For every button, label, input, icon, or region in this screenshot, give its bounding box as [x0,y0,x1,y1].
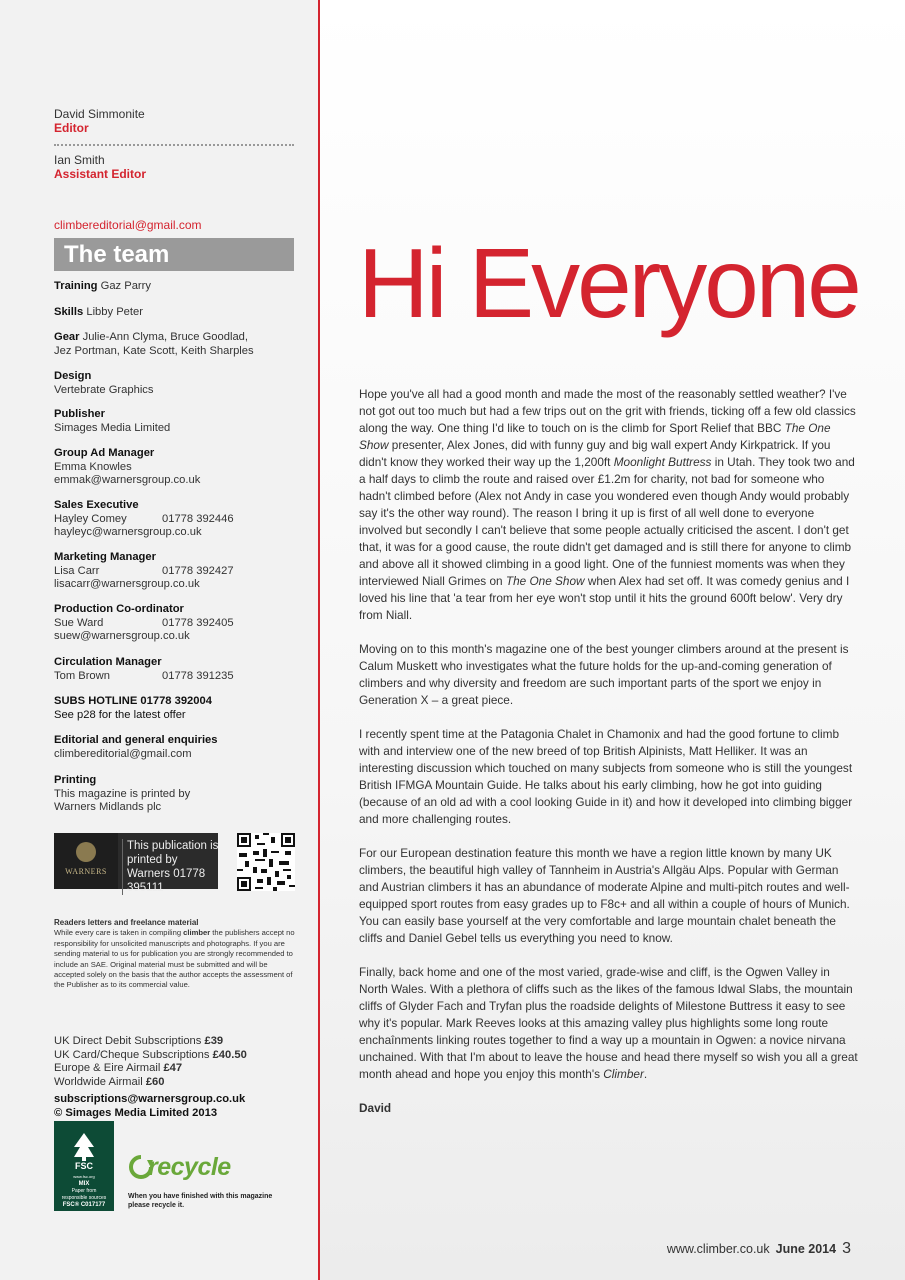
group-ad-email[interactable]: emmak@warnersgroup.co.uk [54,474,201,486]
circulation-credit: Circulation Manager Tom Brown 01778 391235 [54,656,234,682]
production-credit: Production Co-ordinator Sue Ward 01778 392405 suew@warnersgroup.co.uk [54,603,299,644]
team-heading-bar [54,238,294,271]
production-email[interactable]: suew@warnersgroup.co.uk [54,630,190,642]
paragraph: For our European destination feature this month we have a region little known by many UK climbers, the beautiful high valley of Tannheim in Austria's Allgäu Alps. Popular with German and Austrian climbers it has an abundance of moderate Alpine and multi-pitch routes and well-equipped sport routes from easy grades up to F8c+ and all within a couple of hours of Munich. You can easily base yourself at the very comfortable and large mountain chalet beneath the cliffs and Daniel Gebel tells us everything you need to know. [359,846,850,945]
paragraph: Hope you've all had a good month and made the most of the reasonably settled weather? I've not got out too much but had a few trips out on the grit with friends, ticking off a few old classics along the way. One thing I'd like to touch on is the climb for Sport Relief that BBC The One Show presenter, Alex Jones, did with funny guy and big wall expert Andy Kirkpatrick. If you didn't know they worked their way up the 1,200ft Moonlight Buttress in Utah. They took two and a half days to climb the route and raised over £1.2m for charity, not bad for someone who hadn't climbed before (Alex not Andy in case you wondered even though Andy would probably say it's the other way round). The reason I bring it up is first of all well done to everyone involved but secondly I can't believe that some people actually criticised the ascent. I don't get that, it was for a good cause, the route didn't get damaged and is still there for anyone to climb and above all it showed climbing in a good light. One of the funniest moments was when they interviewed Niall Grimes on The One Show when Alex had set off. It was comedy genius and I loved his line that 'a tear from her eye won't stop until it hits the ground 600ft below'. Very dry from Niall. [359,387,856,622]
qr-code-icon[interactable] [237,833,295,891]
editorial-body [359,386,859,1134]
page-footer [667,1240,851,1258]
skills-credit: Skills Libby Peter [54,306,143,318]
paragraph: Moving on to this month's magazine one of the best younger climbers around at the present is Calum Muskett who investigates what the future holds for the up-and-coming generation of climbers and why diversity and freedom are such important parts of the sport we enjoy in Generation X – a great piece. [359,642,849,707]
fsc-tree-icon [70,1131,98,1161]
paragraph: Finally, back home and one of the most varied, grade-wise and cliff, is the Ogwen Valley in North Wales. With a plethora of cliffs such as the likes of the famous Idwal Slabs, the mountain cliffs of Glyder Fach and Tryfan plus the roadside delights of Milestone Buttress it easy to see why it's popular. Mark Reeves looks at this amazing valley plus highlights some long route enchaînments linking routes together to find a way up a mountain in Ogwen: a novice nirvana unchained. With that I'm about to leave the house and head there myself so wish you all a great month ahead and hope you enjoy this month's Climber. [359,965,858,1081]
editorial-email[interactable]: climbereditorial@gmail.com [54,218,202,232]
assistant-editor-role: Assistant Editor [54,166,147,181]
fsc-logo: FSC www.fsc.org MIX Paper from responsible sources FSC® C017177 [54,1121,114,1211]
group-ad-credit: Group Ad Manager Emma Knowles emmak@warnersgroup.co.uk [54,447,299,488]
editor-block [54,108,299,135]
warners-text: This publication is printed by Warners 01778 395111 [122,839,221,895]
editor-name: David Simmonite [54,107,145,121]
gear-credit: Gear Julie-Ann Clyma, Bruce Goodlad, Jez Portman, Kate Scott, Keith Sharples [54,331,254,357]
price-row: UK Direct Debit Subscriptions £39 [54,1035,224,1047]
page-title: Hi Everyone [358,228,859,338]
footer-issue: June 2014 [775,1242,837,1256]
subs-contact [54,1093,299,1120]
marketing-email[interactable]: lisacarr@warnersgroup.co.uk [54,578,200,590]
warners-print-badge [54,833,219,894]
publisher-credit: Publisher Simages Media Limited [54,408,171,434]
assistant-editor-name: Ian Smith [54,153,105,167]
sales-credit: Sales Executive Hayley Comey 01778 392446 hayleyc@warnersgroup.co.uk [54,499,299,540]
enquiries-email[interactable]: climbereditorial@gmail.com [54,747,192,760]
copyright: © Simages Media Limited 2013 [54,1106,218,1119]
readers-notice: Readers letters and freelance material While every care is taken in compiling climber the publishers accept no responsibility for unsolicited manuscripts and photographs. If you are sending material to us for publication you are strongly recommended to include an SAE. Original material must be submitted and will be accepted solely on the basis that the author accepts the assessment of the Publisher as to its commercial value. [54,918,295,990]
price-row: UK Card/Cheque Subscriptions £40.50 [54,1048,247,1061]
price-row: Europe & Eire Airmail £47 [54,1062,183,1074]
marketing-credit: Marketing Manager Lisa Carr 01778 392427 lisacarr@warnersgroup.co.uk [54,551,299,592]
assistant-editor-block [54,154,299,181]
printing-credit: Printing This magazine is printed by Warners Midlands plc [54,774,191,813]
subs-hotline: SUBS HOTLINE 01778 392004 See p28 for the latest offer [54,695,212,721]
warners-emblem-icon [76,842,96,862]
page-number: 3 [842,1240,851,1257]
editor-role: Editor [54,120,89,135]
magazine-page: David Simmonite Editor Ian Smith Assistant Editor climbereditorial@gmail.com The team Training Gaz Parry Skills Libby Peter Gear Julie-Ann Clyma, Bruce Goodlad, Jez Portman, Kate Scott, Keith Sharples Design Vertebrate Graphics Publisher Simages Media Limited Group Ad Manager Emma Knowles emmak@warnersgroup.co.uk Sales Executive Hayley Comey 01778 392446 hayleyc@warnersgroup.co.uk Marketing Manager Lisa Carr 01778 392427 lisacarr@warnersgroup.co.uk Production Co-ordinator Sue Ward 01778 392405 suew@warnersgroup.co.uk Circulation Manager Tom Brown 01778 391235 SUBS HOTLINE 01778 392004 See p28 for the latest offer Editorial and general enquiries climbereditorial@gmail.com Printing This magazine is printed by Warners Midlands plc WARNERS This publication is printed by Warners 01778 395111 Readers letters and freelance material While every care is taken in compiling climber the publishers accept no responsibility for unsolicited manuscripts and photographs. If you are sending material to us for publication you are strongly recommended to include an SAE. Original material must be submitted and will be accepted solely on the basis that the author accepts the assessment of the Publisher as to its commercial value. UK Direct Debit Subscriptions £39 UK Card/Cheque Subscriptions £40.50 Europe & Eire Airmail £47 Worldwide Airmail £60 subscriptions@warnersgroup.co.uk © Simages Media Limited 2013 FSC www.fsc.org MIX Paper from responsible sources FSC® C017177 recycle When you have finished with this magazine please recycle it. Hi Everyone Hope you've all had a good month and made the most of the reasonably settled weather? I've not got out too much but had a few trips out on the grit with friends, ticking off a few old classics along the way. One thing I'd like to touch on is the climb for Sport Relief that BBC The One Show presenter, Alex Jones, did with funny guy and big wall expert Andy Kirkpatrick. If you didn't know they worked their way up the 1,200ft Moonlight Buttress in Utah. They took two and a half days to climb the route and raised over £1.2m for charity, not bad for someone who hadn't climbed before (Alex not Andy in case you wondered even though Andy would probably say it's the other way round). The reason I bring it up is first of all well done to everyone involved but secondly I can't believe that some people actually criticised the ascent. I don't get that, it was for a good cause, the route didn't get damaged and is still there for anyone to climb and above all it showed climbing in a good light. One of the funniest moments was when they interviewed Niall Grimes on The One Show when Alex had set off. It was comedy genius and I loved his line that 'a tear from her eye won't stop until it hits the ground 600ft below'. Very dry from Niall. Moving on to this month's magazine one of the best younger climbers around at the present is Calum Muskett who investigates what the future holds for the up-and-coming generation of climbers and why diversity and freedom are such important parts of the sport we enjoy in Generation X – a great piece. I recently spent time at the Patagonia Chalet in Chamonix and had the good fortune to climb with and interview one of the new breed of top British Alpinists, Matt Helliker. It was an interesting discussion which touched on many subjects from someone who is still the youngest British IFMGA Mountain Guide. He talks about his early climbing, how he got into guiding (because of an old ad with a cool looking Guide in it) and how it developed into climbing bigger and more challenging routes. For our European destination feature this month we have a region little known by many UK climbers, the beautiful high valley of Tannheim in Austria's Allgäu Alps. Popular with German and Austrian climbers it has an abundance of moderate Alpine and multi-pitch routes and well-equipped sport routes from easy grades up to F8c+ and all within a couple of hours of Munich. You can easily base yourself at the very comfortable and large mountain chalet beneath the cliffs and Daniel Gebel tells us everything you need to know. Finally, back home and one of the most varied, grade-wise and cliff, is the Ogwen Valley in North Wales. With a plethora of cliffs such as the likes of the famous Idwal Slabs, the mountain cliffs of Glyder Fach and Tryfan plus the roadside delights of Milestone Buttress it easy to see why it's popular. Mark Reeves looks at this amazing valley plus highlights some long route enchaînments linking routes together to find a way up a mountain in Ogwen: a novice nirvana unchained. With that I'm about to leave the house and head there myself so wish you all a great month ahead and hope you enjoy this month's Climber. David www.climber.co.uk June 2014 3 [0,0,905,1280]
footer-url[interactable]: www.climber.co.uk [666,1242,770,1256]
design-credit: Design Vertebrate Graphics [54,370,154,396]
training-credit: Training Gaz Parry [54,280,151,292]
price-row: Worldwide Airmail £60 [54,1075,165,1088]
sales-email[interactable]: hayleyc@warnersgroup.co.uk [54,526,202,538]
team-heading: The team [64,241,170,268]
warners-logo: WARNERS [54,833,118,889]
signoff: David [359,1101,392,1115]
dotted-divider [54,144,294,146]
subscription-prices [54,1035,299,1089]
subs-email[interactable]: subscriptions@warnersgroup.co.uk [54,1093,246,1105]
enquiries-credit: Editorial and general enquiries climbereditorial@gmail.com [54,734,299,761]
paragraph: I recently spent time at the Patagonia Chalet in Chamonix and had the good fortune to climb with and interview one of the new breed of top British Alpinists, Matt Helliker. It was an interesting discussion which touched on many subjects from someone who is still the youngest British IFMGA Mountain Guide. He talks about his early climbing, how he got into guiding (because of an old ad with a cool looking Guide in it) and how it developed into climbing bigger and more challenging routes. [359,727,853,826]
